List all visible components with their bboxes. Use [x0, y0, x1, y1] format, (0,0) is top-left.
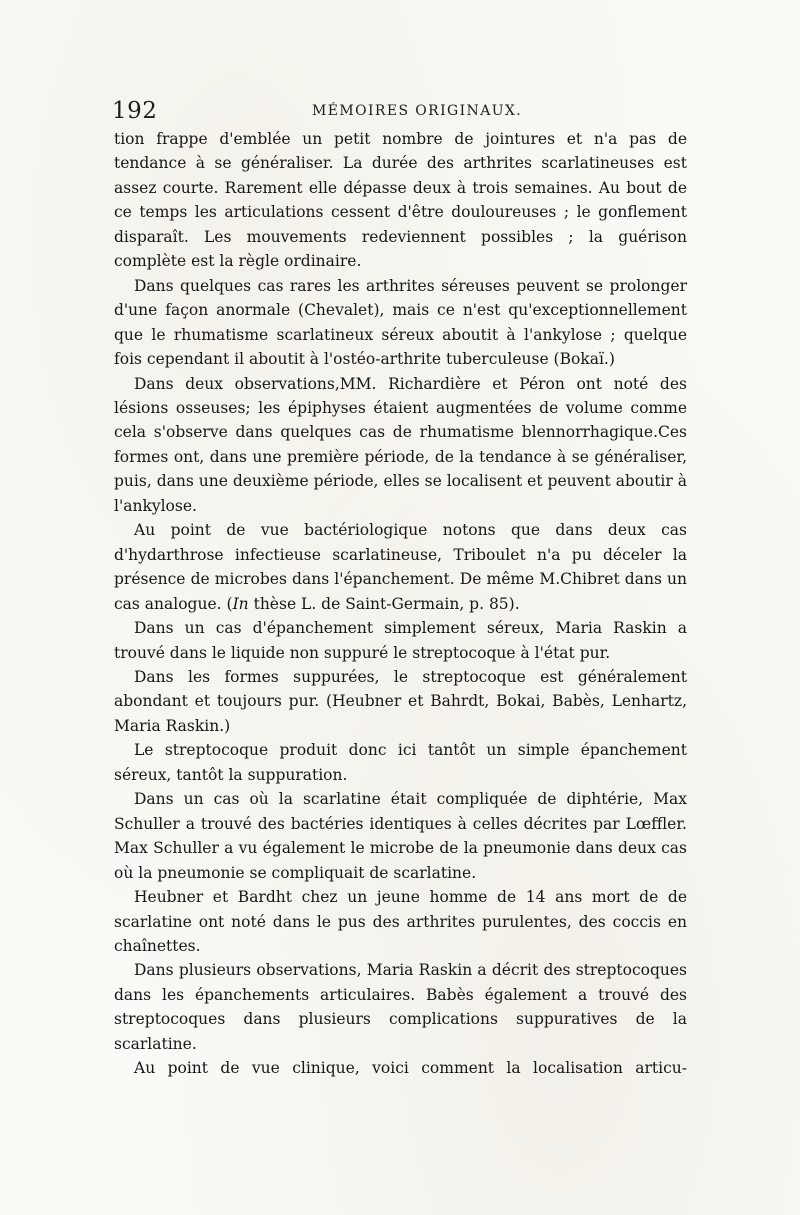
paragraph: Au point de vue clinique, voici comment la localisation articu-: [134, 1059, 687, 1078]
paragraph: Le streptocoque produit donc ici tantôt un simple épanchement séreux, tantôt la suppuration.: [114, 741, 687, 784]
paragraph-with-citation: [114, 518, 687, 616]
page-header: [112, 98, 702, 126]
paragraph: tion frappe d'emblée un petit nombre de jointures et n'a pas de tendance à se généraliser. La durée des arthrites scarlatineuses est assez courte. Rarement elle dépasse deux à trois semaines. Au bout de ce temps les articulations cessent d'être douloureuses ; le gonflement disparaît. Les mouvements redeviennent possibles ; la guérison complète est la règle ordinaire.: [114, 130, 687, 271]
citation: (In thèse L. de Saint-Germain, p. 85).: [226, 594, 520, 613]
body-text: [114, 127, 687, 1081]
paragraph: Dans les formes suppurées, le streptocoque est généralement abondant et toujours pur. (Heubner et Bahrdt, Bokai, Babès, Lenhartz, Maria Raskin.): [114, 667, 687, 735]
paragraph: Dans un cas où la scarlatine était compliquée de diphtérie, Max Schuller a trouvé des bactéries identiques à celles décrites par Lœffler. Max Schuller a vu également le microbe de la pneumonie dans deux cas où la pneumonie se compliquait de scarlatine.: [114, 790, 687, 882]
paragraph-text: Au point de vue bactériologique notons que dans deux cas d'hydarthrose infectieuse scarlatineuse, Triboulet n'a pu déceler la présence de microbes dans l'épanchement. De même M.Chibret dans un cas analogue.: [114, 521, 687, 613]
page-number: 192: [112, 98, 158, 124]
paragraph: Dans deux observations,MM. Richardière et Péron ont noté des lésions osseuses; les épiphyses étaient augmentées de volume comme cela s'observe dans quelques cas de rhumatisme blennorrhagique.Ces formes ont, dans une première période, de la tendance à se généraliser, puis, dans une deuxième période, elles se localisent et peuvent aboutir à l'ankylose.: [114, 374, 687, 515]
paragraph: Dans plusieurs observations, Maria Raskin a décrit des streptocoques dans les épanchements articulaires. Babès également a trouvé des streptocoques dans plusieurs complications suppuratives de la scarlatine.: [114, 961, 687, 1053]
running-head: MÉMOIRES ORIGINAUX.: [312, 103, 523, 119]
paragraph: Dans un cas d'épanchement simplement séreux, Maria Raskin a trouvé dans le liquide non suppuré le streptocoque à l'état pur.: [114, 619, 687, 662]
paragraph: Dans quelques cas rares les arthrites séreuses peuvent se prolonger d'une façon anormale (Chevalet), mais ce n'est qu'exceptionnellement que le rhumatisme scarlatineux séreux aboutit à l'ankylose ; quelque fois cependant il aboutit à l'ostéo-arthrite tuberculeuse (Bokaï.): [114, 276, 687, 369]
paragraph: Heubner et Bardht chez un jeune homme de 14 ans mort de de scarlatine ont noté dans le pus des arthrites purulentes, des coccis en chaînettes.: [114, 888, 687, 955]
citation-in: In: [232, 594, 249, 613]
